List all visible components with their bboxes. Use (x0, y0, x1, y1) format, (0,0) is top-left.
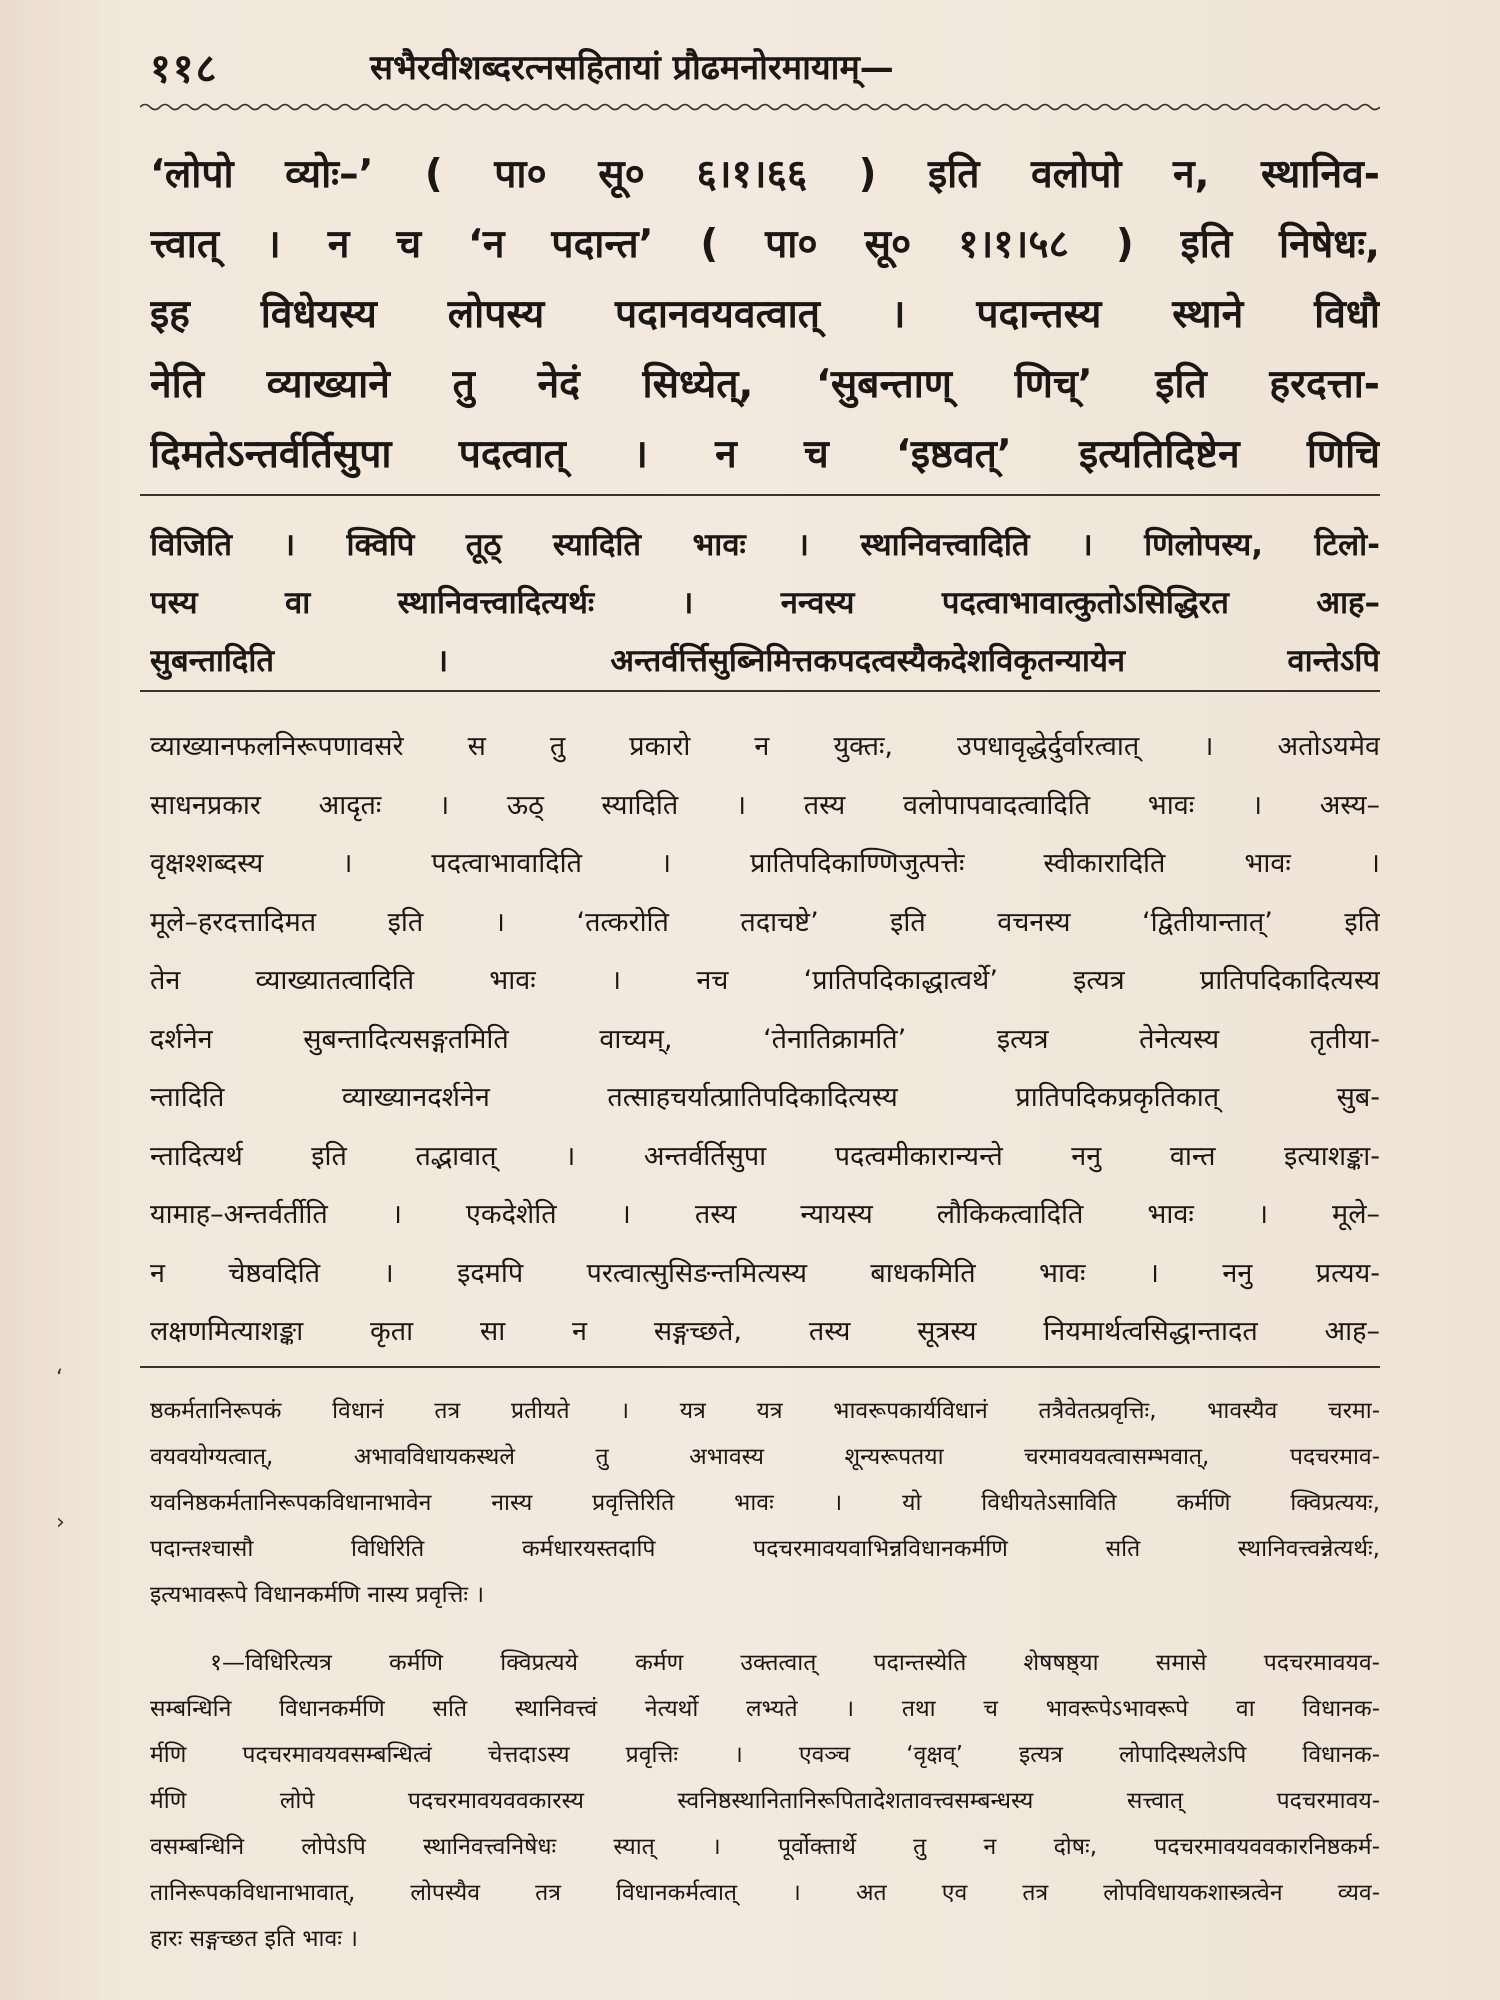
footnotes-block (150, 1388, 1380, 1962)
mula-line: इह विधेयस्य लोपस्य पदानवयवत्वात् । पदान्तस्य स्थाने विधौ (150, 292, 1380, 337)
mula-line: त्त्वात् । न च ‘न पदान्त’ ( पा० सू० १।१।५८ ) इति निषेधः, (150, 222, 1380, 267)
commentary-line: सुबन्तादिति । अन्तर्वर्त्तिसुब्निमित्तकपदत्वस्यैकदेशविकृतन्यायेन वान्तेऽपि (150, 643, 1380, 679)
mula-line: दिमतेऽन्तर्वर्तिसुपा पदत्वात् । न च ‘इष्ठवत्’ इत्यतिदिष्टेन णिचि (150, 432, 1380, 477)
commentary-line: व्याख्यानफलनिरूपणावसरे स तु प्रकारो न युक्तः, उपधावृद्धेर्दुर्वारत्वात् । अतोऽयमेव (150, 731, 1380, 762)
footnote-line: इत्यभावरूपे विधानकर्मणि नास्य प्रवृत्तिः । (150, 1582, 485, 1608)
running-title: सभैरवीशब्दरत्नसहितायां प्रौढमनोरमायाम्— (370, 48, 894, 88)
commentary-block-1 (150, 516, 1380, 690)
section-divider (140, 690, 1380, 692)
footnote-line: वसम्बन्धिनि लोपेऽपि स्थानिवत्त्वनिषेधः स्यात् । पूर्वोक्तार्थे तु न दोषः, पदचरमावयववकारनिष्ठकर्म- (150, 1834, 1380, 1860)
footnote-line: यवनिष्ठकर्मतानिरूपकविधानाभावेन नास्य प्रवृत्तिरिति भावः । यो विधीयतेऽसाविति कर्मणि क्विप्रत्ययः, (150, 1490, 1380, 1516)
mula-text-block (150, 140, 1380, 490)
commentary-line: तेन व्याख्यातत्वादिति भावः । नच ‘प्रातिपदिकाद्धात्वर्थे’ इत्यत्र प्रातिपदिकादित्यस्य (150, 965, 1380, 996)
commentary-line: न्तादिति व्याख्यानदर्शनेन तत्साहचर्यात्प्रातिपदिकादित्यस्य प्रातिपदिकप्रकृतिकात् सुब- (150, 1082, 1380, 1113)
footnote-line: ष्ठकर्मतानिरूपकं विधानं तत्र प्रतीयते । यत्र यत्र भावरूपकार्यविधानं तत्रैवेतत्प्रवृत्तिः, भावस्यैव चरमा- (150, 1398, 1380, 1424)
footnote-line: पदान्तश्चासौ विधिरिति कर्मधारयस्तदापि पदचरमावयवाभिन्नविधानकर्मणि सति स्थानिवत्त्वन्नेत्यर्थः, (150, 1536, 1380, 1562)
commentary-line: साधनप्रकार आदृतः । ऊठ् स्यादिति । तस्य वलोपापवादत्वादिति भावः । अस्य– (150, 789, 1380, 821)
footnote-line: १—विधिरित्यत्र कर्मणि क्विप्रत्यये कर्मण उक्तत्वात् पदान्तस्येति शेषषष्ठ्या समासे पदचरमावयव- (210, 1650, 1380, 1676)
commentary-line: मूले–हरदत्तादिमत इति । ‘तत्करोति तदाचष्टे’ इति वचनस्य ‘द्वितीयान्तात्’ इति (150, 906, 1380, 938)
wavy-divider (140, 102, 1380, 112)
mula-line: नेति व्याख्याने तु नेदं सिध्येत्, ‘सुबन्ताण् णिच्’ इति हरदत्ता- (150, 362, 1380, 407)
footnote-divider (140, 1366, 1380, 1368)
commentary-line: विजिति । क्विपि तूठ् स्यादिति भावः । स्थानिवत्त्वादिति । णिलोपस्य, टिलो- (150, 527, 1380, 563)
section-divider (140, 494, 1380, 496)
page-header (150, 36, 1380, 96)
commentary-line: लक्षणमित्याशङ्का कृता सा न सङ्गच्छते, तस्य सूत्रस्य नियमार्थत्वसिद्धान्तादत आह– (150, 1316, 1380, 1347)
footnote-line: तानिरूपकविधानाभावात्, लोपस्यैव तत्र विधानकर्मत्वात् । अत एव तत्र लोपविधायकशास्त्रत्वेन व्यव- (150, 1880, 1380, 1906)
commentary-line: न्तादित्यर्थ इति तद्भावात् । अन्तर्वर्तिसुपा पदत्वमीकारान्यन्ते ननु वान्त इत्याशङ्का- (150, 1140, 1380, 1172)
mula-line: ‘लोपो व्योः–’ ( पा० सू० ६।१।६६ ) इति वलोपो न, स्थानिव- (150, 152, 1380, 197)
commentary-line: पस्य वा स्थानिवत्त्वादित्यर्थः । नन्वस्य पदत्वाभावात्कुतोऽसिद्धिरत आह– (150, 585, 1380, 621)
footnote-line: वयवयोग्यत्वात्, अभावविधायकस्थले तु अभावस्य शून्यरूपतया चरमावयवत्वासम्भवात्, पदचरमाव- (150, 1444, 1380, 1470)
commentary-line: दर्शनेन सुबन्तादित्यसङ्गतमिति वाच्यम्, ‘तेनातिक्रामति’ इत्यत्र तेनेत्यस्य तृतीया- (150, 1023, 1380, 1055)
commentary-line: वृक्षश्शब्दस्य । पदत्वाभावादिति । प्रातिपदिकाण्णिजुत्पत्तेः स्वीकारादिति भावः । (150, 848, 1380, 879)
footnote-line: र्मणि पदचरमावयवसम्बन्धित्वं चेत्तदाऽस्य प्रवृत्तिः । एवञ्च ‘वृक्षव्’ इत्यत्र लोपादिस्थलेऽपि विधानक- (150, 1742, 1380, 1768)
footnote-line: र्मणि लोपे पदचरमावयववकारस्य स्वनिष्ठस्थानितानिरूपितादेशतावत्त्वसम्बन्धस्य सत्त्वात् पदचरमावय- (150, 1788, 1380, 1814)
commentary-line: न चेष्ठवदिति । इदमपि परत्वात्सुसिङन्तमित्यस्य बाधकमिति भावः । ननु प्रत्यय- (150, 1257, 1380, 1289)
footnote-line: हारः सङ्गच्छत इति भावः । (150, 1926, 358, 1952)
page-number: ११८ (150, 45, 219, 92)
commentary-block-2 (150, 718, 1380, 1362)
commentary-line: यामाह–अन्तर्वर्तीति । एकदेशेति । तस्य न्यायस्य लौकिकत्वादिति भावः । मूले– (150, 1199, 1380, 1230)
footnote-line: सम्बन्धिनि विधानकर्मणि सति स्थानिवत्त्वं नेत्यर्थो लभ्यते । तथा च भावरूपेऽभावरूपे वा विधानक- (150, 1696, 1380, 1722)
margin-mark: › (56, 1510, 65, 1535)
margin-mark: ‘ (56, 1366, 63, 1391)
